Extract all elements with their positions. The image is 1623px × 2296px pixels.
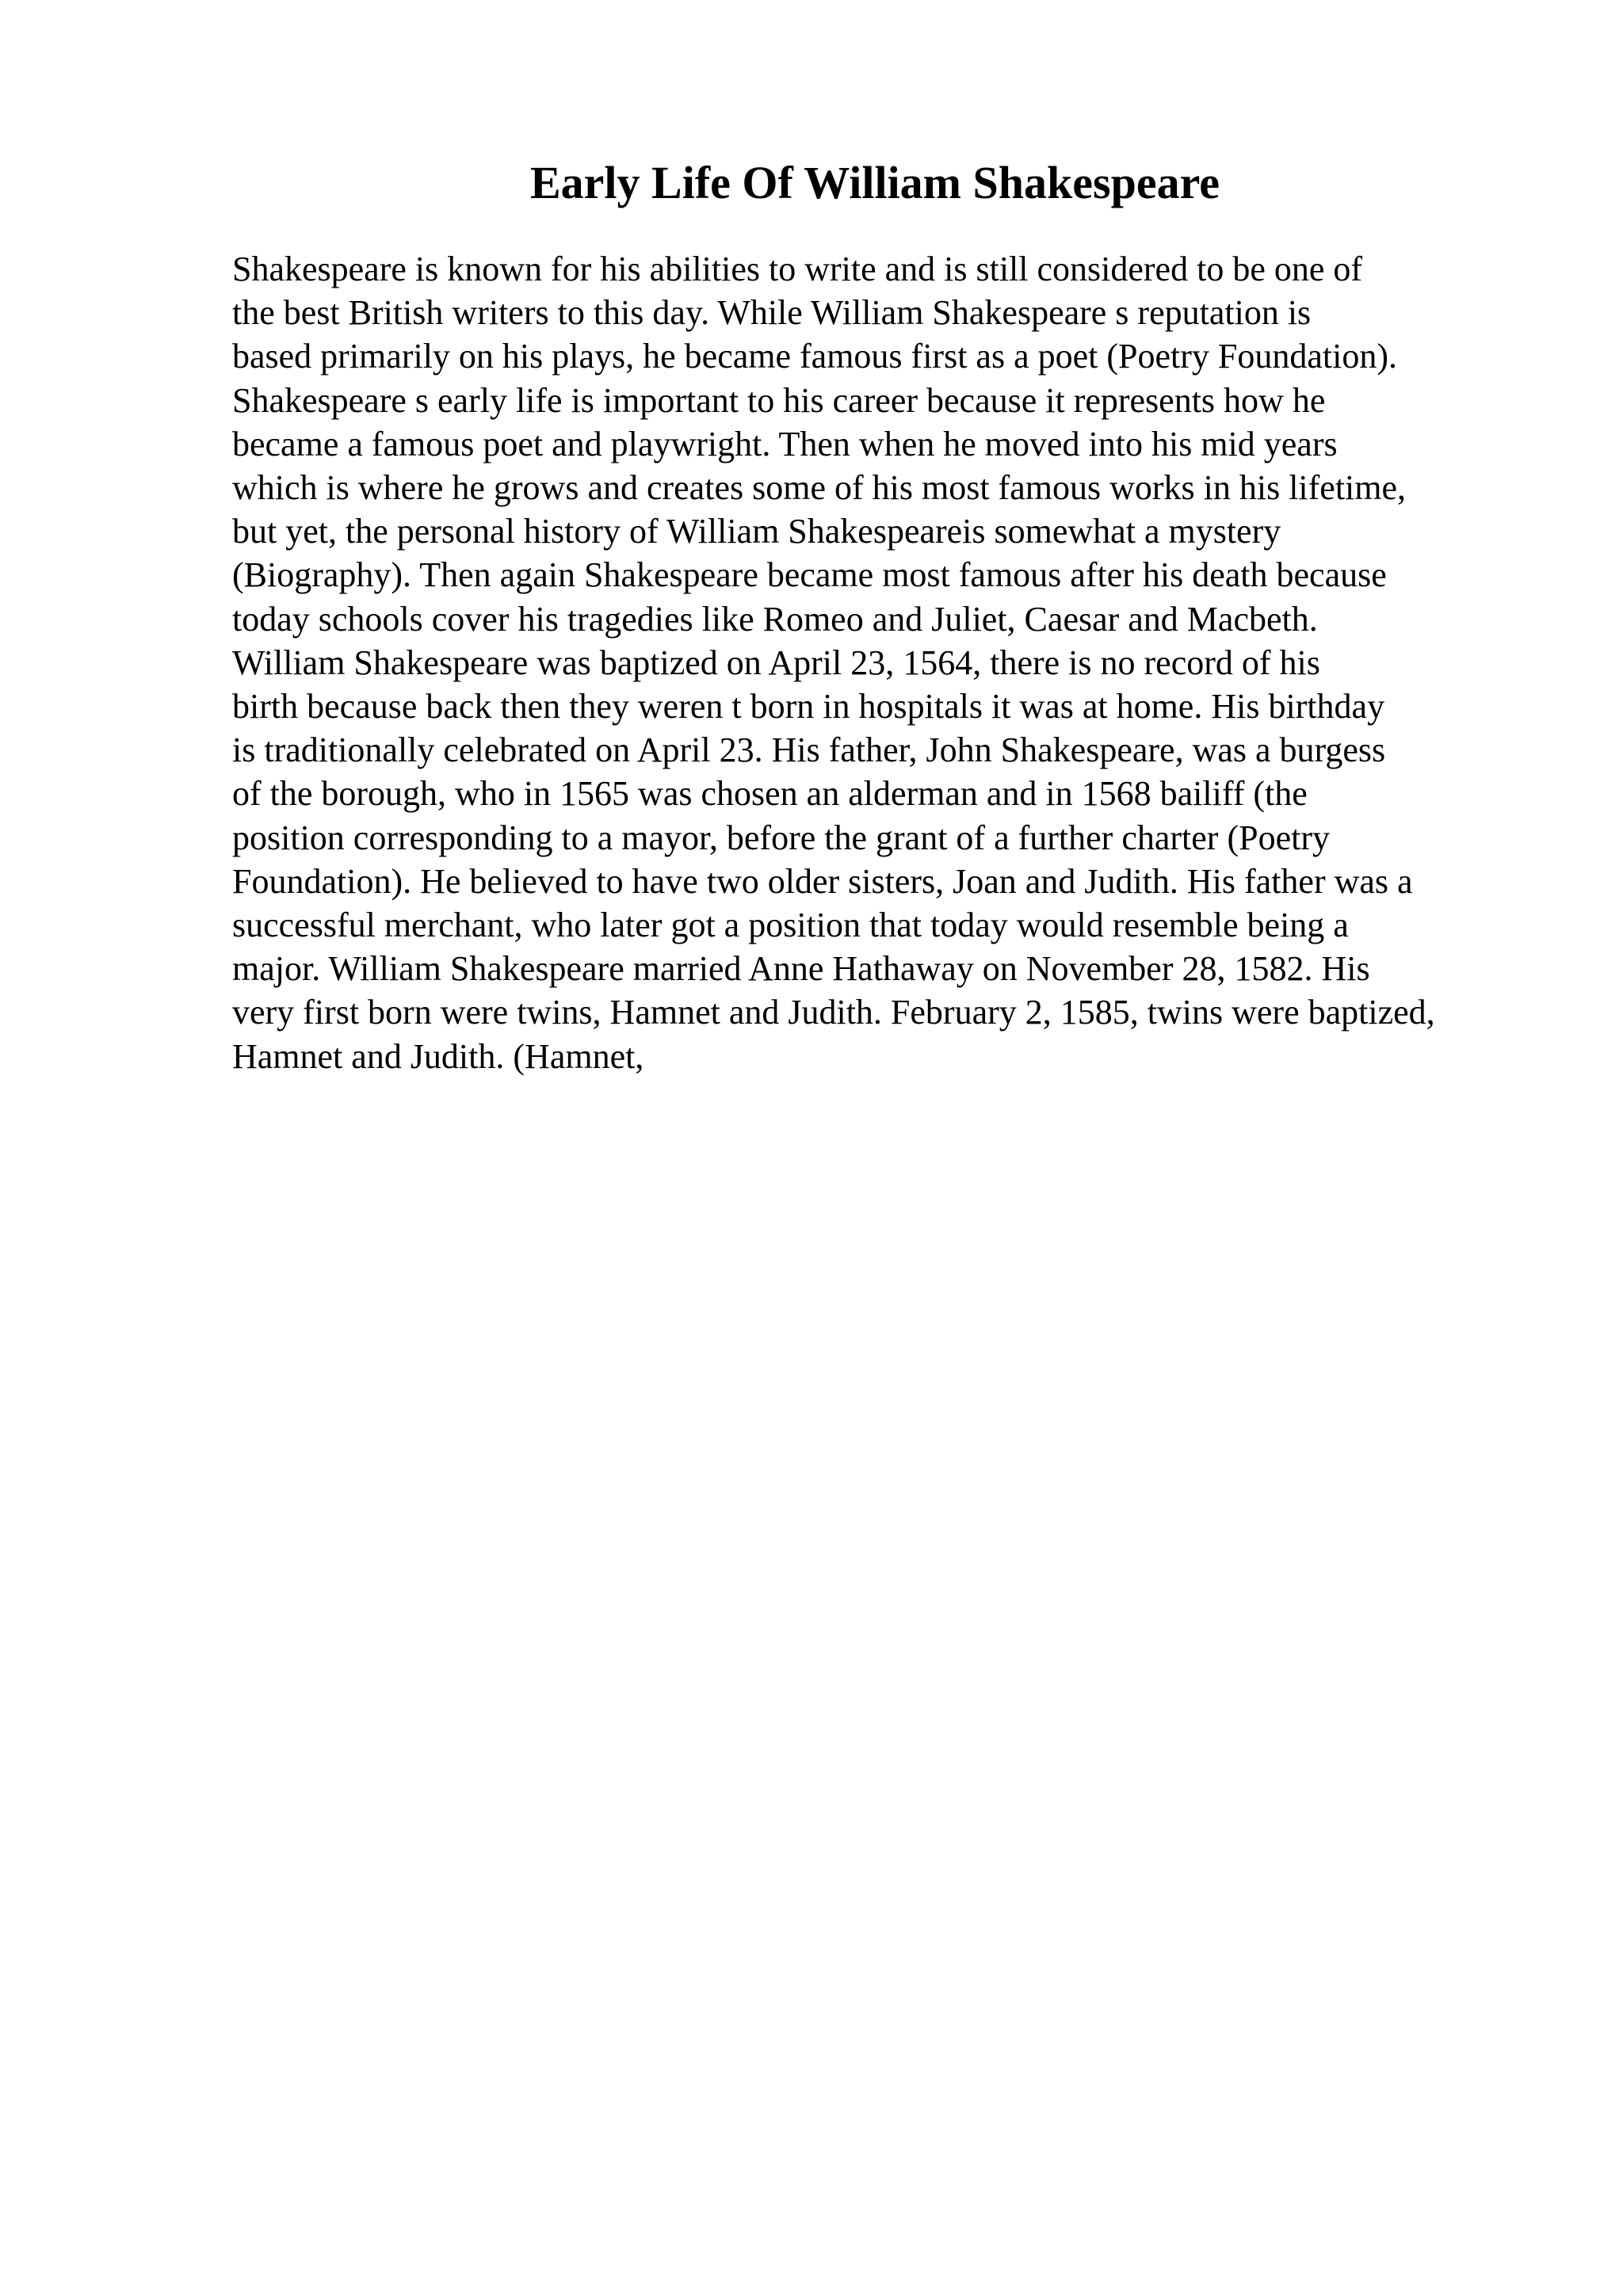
text-line: William Shakespeare was baptized on April 23, 1564, there is no record of his bbox=[232, 643, 1320, 682]
text-line: became a famous poet and playwright. Then when he moved into his mid years bbox=[232, 424, 1338, 463]
text-line: based primarily on his plays, he became famous first as a poet (Poetry Foundation). bbox=[232, 337, 1397, 376]
text-line: Foundation). He believed to have two older sisters, Joan and Judith. His father was a bbox=[232, 861, 1413, 901]
text-line: major. William Shakespeare married Anne Hathaway on November 28, 1582. His bbox=[232, 949, 1370, 989]
text-line: (Biography). Then again Shakespeare became most famous after his death because bbox=[232, 555, 1387, 595]
body-paragraph bbox=[232, 247, 1611, 1078]
text-line: the best British writers to this day. While William Shakespeare s reputation is bbox=[232, 293, 1312, 333]
document-title: Early Life Of William Shakespeare bbox=[529, 157, 1220, 208]
text-line: but yet, the personal history of William Shakespeareis somewhat a mystery bbox=[232, 512, 1281, 551]
text-line: position corresponding to a mayor, before the grant of a further charter (Poetry bbox=[232, 818, 1330, 857]
text-line: is traditionally celebrated on April 23. His father, John Shakespeare, was a burgess bbox=[232, 730, 1386, 770]
text-line: Hamnet and Judith. (Hamnet, bbox=[232, 1036, 644, 1076]
text-line: of the borough, who in 1565 was chosen an alderman and in 1568 bailiff (the bbox=[232, 774, 1308, 814]
text-line: Shakespeare is known for his abilities to write and is still considered to be one of bbox=[232, 250, 1363, 288]
text-line: birth because back then they weren t born in hospitals it was at home. His birthday bbox=[232, 687, 1385, 727]
text-line: which is where he grows and creates some of his most famous works in his lifetime, bbox=[232, 468, 1407, 508]
text-line: today schools cover his tragedies like Romeo and Juliet, Caesar and Macbeth. bbox=[232, 599, 1318, 639]
text-line: very first born were twins, Hamnet and Judith. February 2, 1585, twins were baptized, bbox=[232, 993, 1435, 1032]
text-line: successful merchant, who later got a position that today would resemble being a bbox=[232, 906, 1349, 945]
text-line: Shakespeare s early life is important to his career because it represents how he bbox=[232, 380, 1326, 420]
